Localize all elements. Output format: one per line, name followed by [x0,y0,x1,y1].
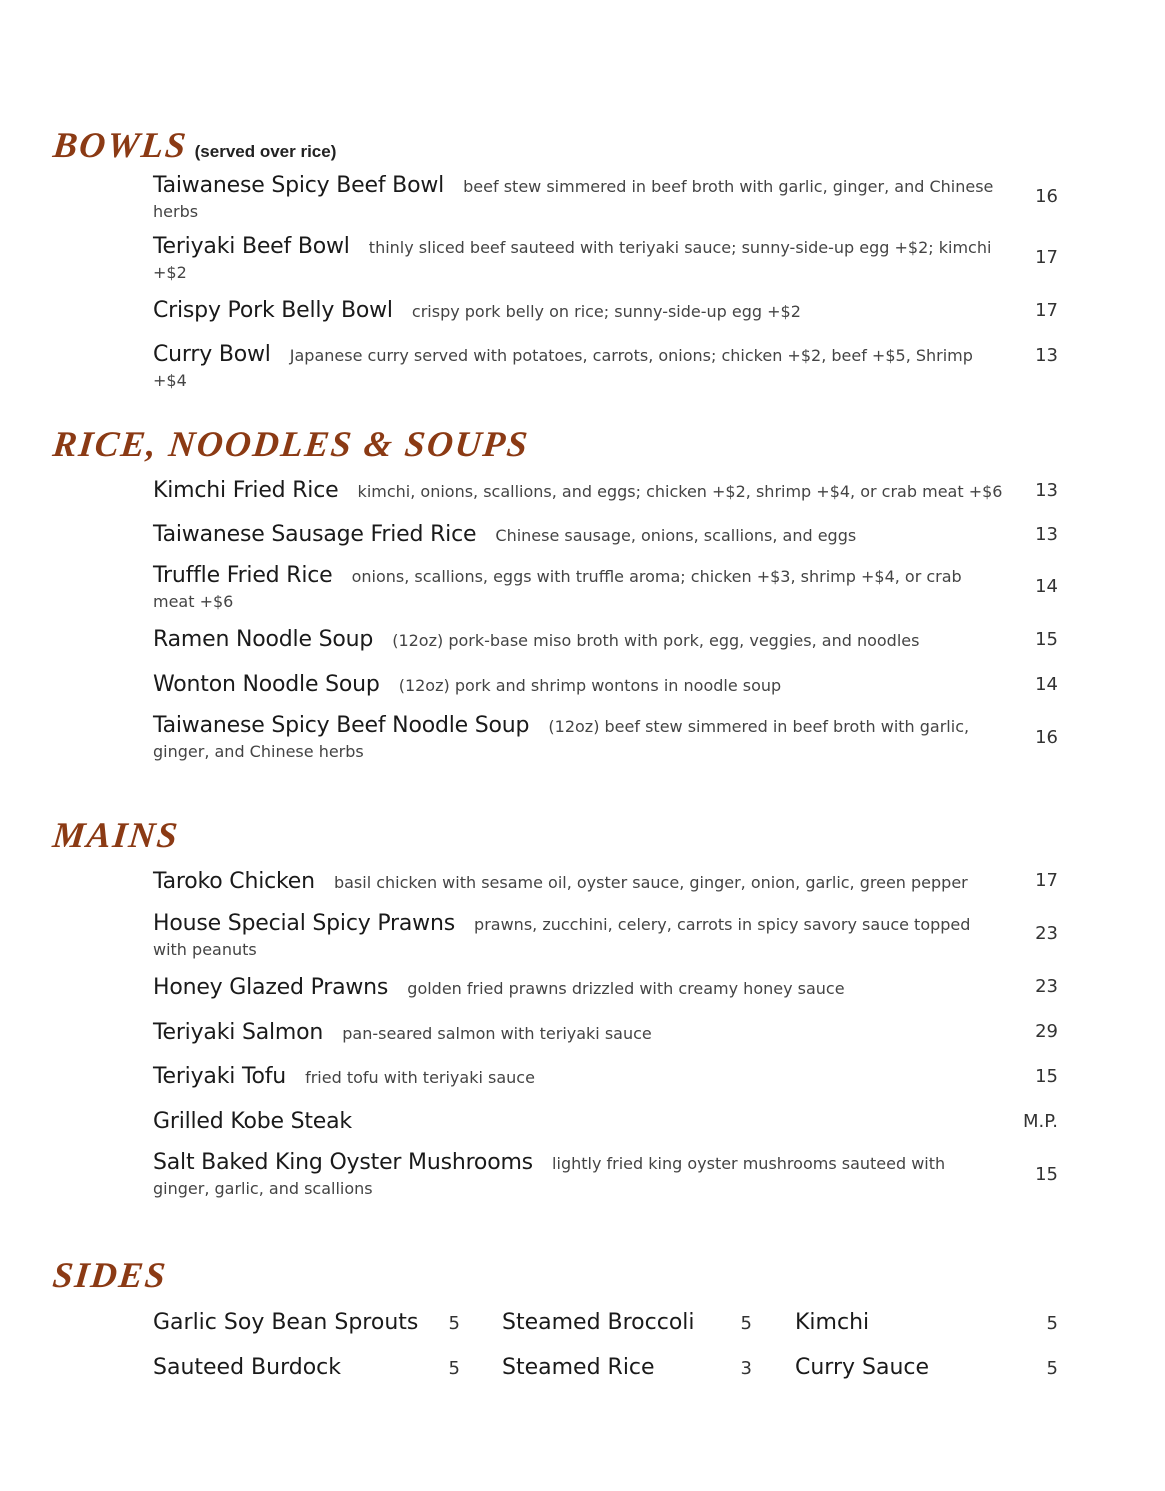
side-item-price: 5 [1046,1313,1058,1334]
side-item-name: Sauteed Burdock [153,1355,341,1380]
menu-item [153,627,1003,653]
item-price: 16 [1035,186,1058,207]
menu-item [153,911,1003,962]
item-name: Kimchi Fried Rice [153,478,339,503]
side-item-name: Steamed Rice [502,1355,655,1380]
menu-item [153,563,1003,614]
item-name: Grilled Kobe Steak [153,1109,352,1134]
item-description: thinly sliced beef sauteed with teriyaki sauce; sunny-side-up egg +$2; kimchi +$2 [153,238,992,282]
menu-item [153,1020,1003,1046]
menu-item [153,672,1003,698]
item-price: 15 [1035,629,1058,650]
item-name: Curry Bowl [153,342,271,367]
side-item-price: 3 [740,1358,752,1379]
item-price: 14 [1035,576,1058,597]
item-description: pan-seared salmon with teriyaki sauce [342,1024,652,1043]
item-description: (12oz) pork and shrimp wontons in noodle soup [398,676,782,695]
item-price: 29 [1035,1021,1058,1042]
menu-item [153,478,1003,504]
item-description: Chinese sausage, onions, scallions, and eggs [495,526,857,545]
item-name: House Special Spicy Prawns [153,911,455,936]
item-price: 15 [1035,1164,1058,1185]
item-name: Taiwanese Spicy Beef Bowl [153,173,445,198]
item-name: Teriyaki Tofu [153,1064,286,1089]
item-description: basil chicken with sesame oil, oyster sauce, ginger, onion, garlic, green pepper [333,873,968,892]
item-description: crispy pork belly on rice; sunny-side-up egg +$2 [411,302,801,321]
item-price: M.P. [1022,1111,1058,1132]
menu-item [153,975,1003,1001]
side-item-name: Kimchi [795,1310,870,1335]
item-name: Ramen Noodle Soup [153,627,374,652]
item-price: 23 [1035,976,1058,997]
item-name: Truffle Fried Rice [153,563,333,588]
sides-heading: SIDES [50,1255,170,1295]
item-name: Teriyaki Salmon [153,1020,324,1045]
item-price: 17 [1035,870,1058,891]
item-description: kimchi, onions, scallions, and eggs; chicken +$2, shrimp +$4, or crab meat +$6 [357,482,1003,501]
item-description: Japanese curry served with potatoes, carrots, onions; chicken +$2, beef +$5, Shrimp +$4 [153,346,973,390]
item-price: 14 [1035,674,1058,695]
item-description: (12oz) beef stew simmered in beef broth with garlic, ginger, and Chinese herbs [153,717,970,761]
item-price: 17 [1035,247,1058,268]
item-description: onions, scallions, eggs with truffle aroma; chicken +$3, shrimp +$4, or crab meat +$6 [153,567,962,611]
item-name: Taiwanese Sausage Fried Rice [153,522,477,547]
item-description: golden fried prawns drizzled with creamy honey sauce [407,979,845,998]
item-name: Honey Glazed Prawns [153,975,389,1000]
item-price: 15 [1035,1066,1058,1087]
side-item-name: Garlic Soy Bean Sprouts [153,1310,419,1335]
side-item-price: 5 [448,1358,460,1379]
menu-item [153,1150,1003,1201]
item-price: 13 [1035,480,1058,501]
side-item-name: Curry Sauce [795,1355,930,1380]
mains-heading: MAINS [50,815,182,855]
menu-item [153,1109,1003,1135]
item-description: (12oz) pork-base miso broth with pork, egg, veggies, and noodles [392,631,920,650]
menu-item [153,522,1003,548]
item-description: fried tofu with teriyaki sauce [305,1068,535,1087]
menu-item [153,342,1003,393]
item-name: Teriyaki Beef Bowl [153,234,350,259]
side-item-price: 5 [1046,1358,1058,1379]
menu-item [153,1064,1003,1090]
bowls-subtitle: (served over rice) [194,142,337,161]
menu-item [153,869,1003,895]
item-price: 16 [1035,727,1058,748]
item-name: Crispy Pork Belly Bowl [153,298,393,323]
bowls-heading: BOWLS (served over rice) [51,125,340,172]
item-name: Taroko Chicken [153,869,315,894]
menu-item [153,173,1003,224]
item-price: 13 [1035,524,1058,545]
menu-item [153,713,1003,764]
item-name: Taiwanese Spicy Beef Noodle Soup [153,713,530,738]
item-description: prawns, zucchini, celery, carrots in spicy savory sauce topped with peanuts [153,915,971,959]
side-item-price: 5 [740,1313,752,1334]
item-name: Wonton Noodle Soup [153,672,380,697]
side-item-name: Steamed Broccoli [502,1310,695,1335]
item-description: beef stew simmered in beef broth with garlic, ginger, and Chinese herbs [153,177,994,221]
side-item-price: 5 [448,1313,460,1334]
menu-item [153,298,1003,324]
menu-item [153,234,1003,285]
item-price: 17 [1035,300,1058,321]
item-name: Salt Baked King Oyster Mushrooms [153,1150,533,1175]
item-price: 23 [1035,923,1058,944]
rice-noodles-soups-heading: RICE, NOODLES & SOUPS [50,424,532,464]
item-description: lightly fried king oyster mushrooms sauteed with ginger, garlic, and scallions [153,1154,946,1198]
item-price: 13 [1035,345,1058,366]
